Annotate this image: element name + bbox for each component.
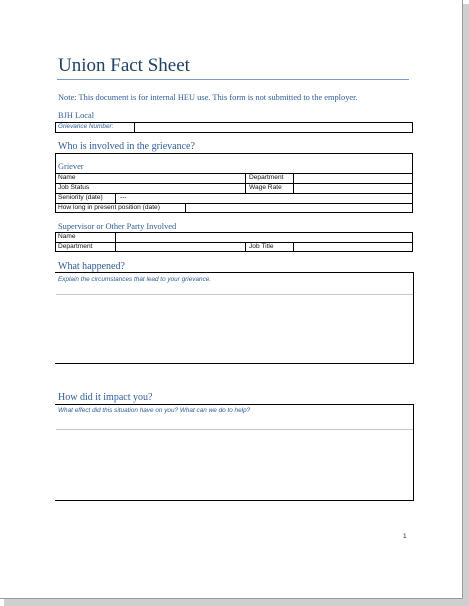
supervisor-row-line bbox=[55, 242, 413, 243]
impact-prompt: What effect did this situation have on you? What can we do to help? bbox=[58, 407, 251, 414]
griever-col-line bbox=[245, 173, 246, 193]
griever-row-line-1 bbox=[55, 173, 413, 174]
what-happened-right-rule bbox=[413, 272, 414, 364]
what-happened-answer-area[interactable] bbox=[56, 295, 413, 362]
grievance-number-label: Grievance Number: bbox=[58, 123, 114, 130]
griever-seniority-label: Seniority (date) bbox=[58, 194, 103, 201]
griever-row-line-2 bbox=[55, 183, 413, 184]
supervisor-col-line-1 bbox=[115, 232, 116, 252]
supervisor-department-label: Department bbox=[58, 243, 93, 250]
supervisor-col-line-3 bbox=[293, 242, 294, 252]
supervisor-col-line-2 bbox=[245, 242, 246, 252]
supervisor-job-title-label: Job Title bbox=[249, 243, 274, 250]
impact-answer-area[interactable] bbox=[56, 430, 413, 499]
seniority-divider bbox=[115, 193, 116, 203]
what-happened-prompt: Explain the circumstances that lead to your grievance. bbox=[58, 276, 212, 283]
grievance-number-divider bbox=[134, 122, 135, 133]
local-label: BJH Local bbox=[58, 111, 95, 120]
supervisor-name-label: Name bbox=[58, 233, 76, 240]
page-shadow-right bbox=[462, 4, 469, 604]
impact-heading: How did it impact you? bbox=[58, 392, 153, 403]
title-rule bbox=[57, 79, 409, 80]
page-title: Union Fact Sheet bbox=[58, 55, 190, 76]
section-involved-heading: Who is involved in the grievance? bbox=[58, 141, 195, 152]
what-happened-bottom-rule bbox=[55, 363, 414, 364]
what-happened-heading: What happened? bbox=[58, 261, 125, 272]
griever-col-line-2 bbox=[293, 173, 294, 193]
impact-bottom-rule bbox=[55, 500, 414, 501]
griever-heading: Griever bbox=[58, 162, 84, 171]
impact-right-rule bbox=[413, 404, 414, 501]
how-long-divider bbox=[185, 203, 186, 213]
page-shadow-bottom bbox=[4, 599, 469, 606]
page-number: 1 bbox=[403, 533, 407, 540]
internal-use-note: Note: This document is for internal HEU use. This form is not submitted to the employer. bbox=[58, 93, 358, 102]
griever-job-status-label: Job Status bbox=[58, 184, 90, 191]
griever-seniority-value: --- bbox=[120, 194, 127, 201]
supervisor-heading: Supervisor or Other Party Involved bbox=[58, 222, 177, 231]
griever-department-label: Department bbox=[249, 174, 284, 181]
what-happened-top-rule bbox=[55, 272, 414, 273]
griever-name-label: Name bbox=[58, 174, 76, 181]
griever-row-line-3 bbox=[55, 193, 413, 194]
griever-wage-rate-label: Wage Rate bbox=[249, 184, 282, 191]
impact-top-rule bbox=[55, 404, 414, 405]
griever-how-long-label: How long in present position (date) bbox=[58, 204, 160, 211]
